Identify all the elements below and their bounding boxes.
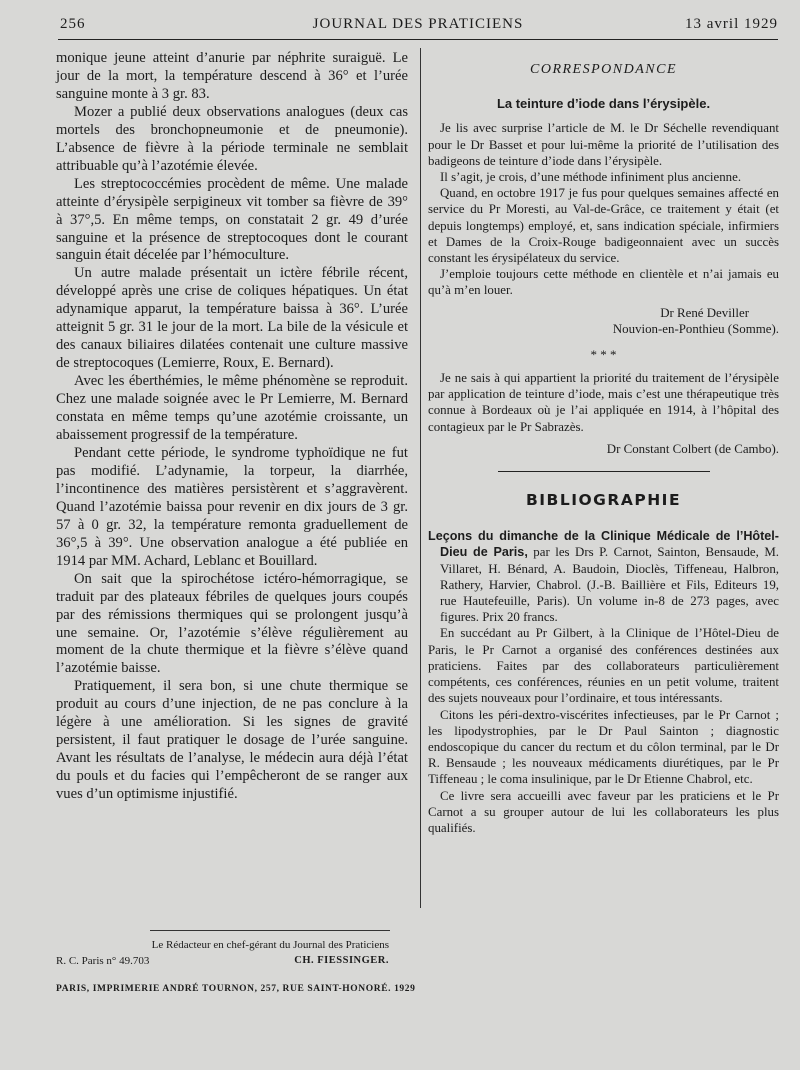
letter-paragraph: Je lis avec surprise l’article de M. le Dr Séchelle revendiquant pour le Dr Basset et pour lui-même la priorité de l’utilisation des badigeons de teinture d’iode dans l’érysipèle. [428,121,779,168]
section-rule [498,471,710,472]
book-title: Leçons du dimanche de la Clinique Médicale de l’Hôtel-Dieu de Paris, [428,529,779,560]
article-paragraph: Les streptococcémies procèdent de même. Une malade atteinte d’érysipèle serpigineux vit tomber sa fièvre de 39° à 37°,5. En même temps, on constatait 2 gr. 49 d’urée sanguine et la présence de streptocoques dont le courant sanguin était décelée par l’hémoculture. [56,175,408,264]
correspondance-subtitle: La teinture d’iode dans l’érysipèle. [496,96,711,112]
letter-paragraph: Il s’agit, je crois, d’une méthode infiniment plus ancienne. [440,170,742,185]
correspondance-heading: CORRESPONDANCE [530,62,677,77]
article-paragraph: Avec les éberthémies, le même phénomène se reproduit. Chez une malade soignée avec le Pr Lemierre, M. Bernard constata en même temps qu’une azotémie croissante, un abaissement progressif de la température. [56,373,408,444]
running-header [58,13,778,40]
issue-date: 13 avril 1929 [685,16,778,32]
review-paragraph: Ce livre sera accueilli avec faveur par les praticiens et le Pr Carnot a su grouper autour de lui les collaborateurs les plus qualifiés. [428,788,779,835]
footer-editor-name: CH. FIESSINGER. [294,955,389,966]
page-number: 256 [60,16,86,32]
letter-paragraph: Quand, en octobre 1917 je fus pour quelques semaines affecté en service du Pr Moresti, au Val-de-Grâce, ce traitement y était (et depuis longtemps) employé, et, sans indication spéciale, infirmiers et Dames de la Croix-Rouge badigeonnaient avec un succès constant les érysipélateux du service. [428,186,779,266]
letter-paragraph: Je ne sais à qui appartient la priorité du traitement de l’érysipèle par application de teinture d’iode, mais c’est une thérapeutique très connue à Bordeaux où je l’ai appliquée en 1914, à l’hôpital des contagieux par le Pr Sabrazès. [428,371,779,434]
right-column [428,62,779,836]
letter-signature-name: Dr René Deviller [660,305,749,320]
journal-title: JOURNAL DES PRATICIENS [312,16,524,32]
review-paragraph: Citons les péri-dextro-viscérites infectieuses, par le Pr Carnot ; les lipodystrophies, par le Dr Paul Sainton ; diagnostic endoscopique du cancer du rectum et du côlon terminal, par le Dr R. Bensaude ; les nouveaux médicaments diurétiques, par le Pr Tiffeneau ; le coma insulinique, par le Dr Etienne Chabrol, etc. [428,707,779,787]
article-paragraph: Mozer a publié deux observations analogues (deux cas mortels des bronchopneumonie et de pneumonie). L’absence de fièvre à la période terminale ne semblait attribuable qu’à l’azotémie élevée. [56,103,408,174]
article-paragraph: Pratiquement, il sera bon, si une chute thermique se produit au cours d’une injection, de ne pas conclure à la légère à une amélioration. Si les signes de gravité persistent, il faut pratiquer le dosage de l’urée sanguine. Avant les résultats de l’analyse, le médecin aura déjà l’état du pouls et du facies qui l’empêcheront de se ranger aux vues d’un optimisme injustifié. [56,678,408,803]
bibliographie-heading: BIBLIOGRAPHIE [525,491,682,510]
book-entry [428,528,779,625]
review-paragraph: En succédant au Pr Gilbert, à la Clinique de l’Hôtel-Dieu de Paris, le Pr Carnot a organisé des conférences destinées aux praticiens. Faites par des collaborateurs particulièrement compétents, ces conférences, réunies en un petit volume, traitent des sujets nouveaux pour l’ordinaire, et tous intéressants. [428,626,779,706]
article-paragraph: monique jeune atteint d’anurie par néphrite suraiguë. Le jour de la mort, la température descend à 36° et l’urée sanguine monte à 3 gr. 83. [56,50,408,102]
left-column [56,50,408,804]
footer-rule [150,930,390,931]
book-details: par les Drs P. Carnot, Sainton, Bensaude, M. Villaret, H. Bénard, A. Baudoin, Dioclès, Tiffeneau, Halbron, Rathery, Harvier, Chabrol. (J.-B. Baillière et Fils, Editeurs 19, rue Hautefeuille, Paris). Un volume in-8 de 273 pages, avec figures. Prix 20 francs. [440,545,779,625]
article-paragraph: Un autre malade présentait un ictère fébrile récent, développé après une crise de coliques hépatiques. Un état adynamique apparut, la température baissa à 36°. L’urée atteignit 5 gr. 31 le jour de la mort. La bile de la vésicule et des canaux biliaires dilatées contenait une culture massive de streptocoques (Lemierre, Roux, E. Bernard). [56,265,408,372]
letter-signature-place: Nouvion-en-Ponthieu (Somme). [612,321,779,336]
article-paragraph: On sait que la spirochétose ictéro-hémorragique, se traduit par des plateaux fébriles de quelques jours coupés par des rémissions thermiques qui se prolongent jusqu’à une semaine. Or, l’azotémie s’élève régulièrement au moment de la chute thermique et la fièvre s’élève quand l’azotémie baisse. [56,570,408,677]
letter-signature: Dr Constant Colbert (de Cambo). [606,441,779,456]
footer-printer: PARIS, IMPRIMERIE ANDRÉ TOURNON, 257, RUE SAINT-HONORÉ. 1929 [56,984,416,994]
article-paragraph: Pendant cette période, le syndrome typhoïdique ne fut pas modifié. L’adynamie, la torpeur, la diarrhée, l’incontinence des matières persistèrent et s’aggravèrent. Quand l’azotémie baissa pour revenir en dix jours de 3 gr. 57 à 0 gr. 32, la température remonta graduellement de 36°,5 à 39°. Une observation analogue a été publiée en 1914 par MM. Achard, Leblanc et Bouillard. [56,444,408,569]
footer-registration: R. C. Paris n° 49.703 [56,955,150,967]
column-divider [420,48,421,908]
letter-paragraph: J’emploie toujours cette méthode en clientèle et n’ai jamais eu qu’à m’en louer. [428,267,779,298]
section-separator-stars: * * * [590,347,617,363]
footer-editor-line: Le Rédacteur en chef-gérant du Journal des Praticiens [151,939,389,951]
